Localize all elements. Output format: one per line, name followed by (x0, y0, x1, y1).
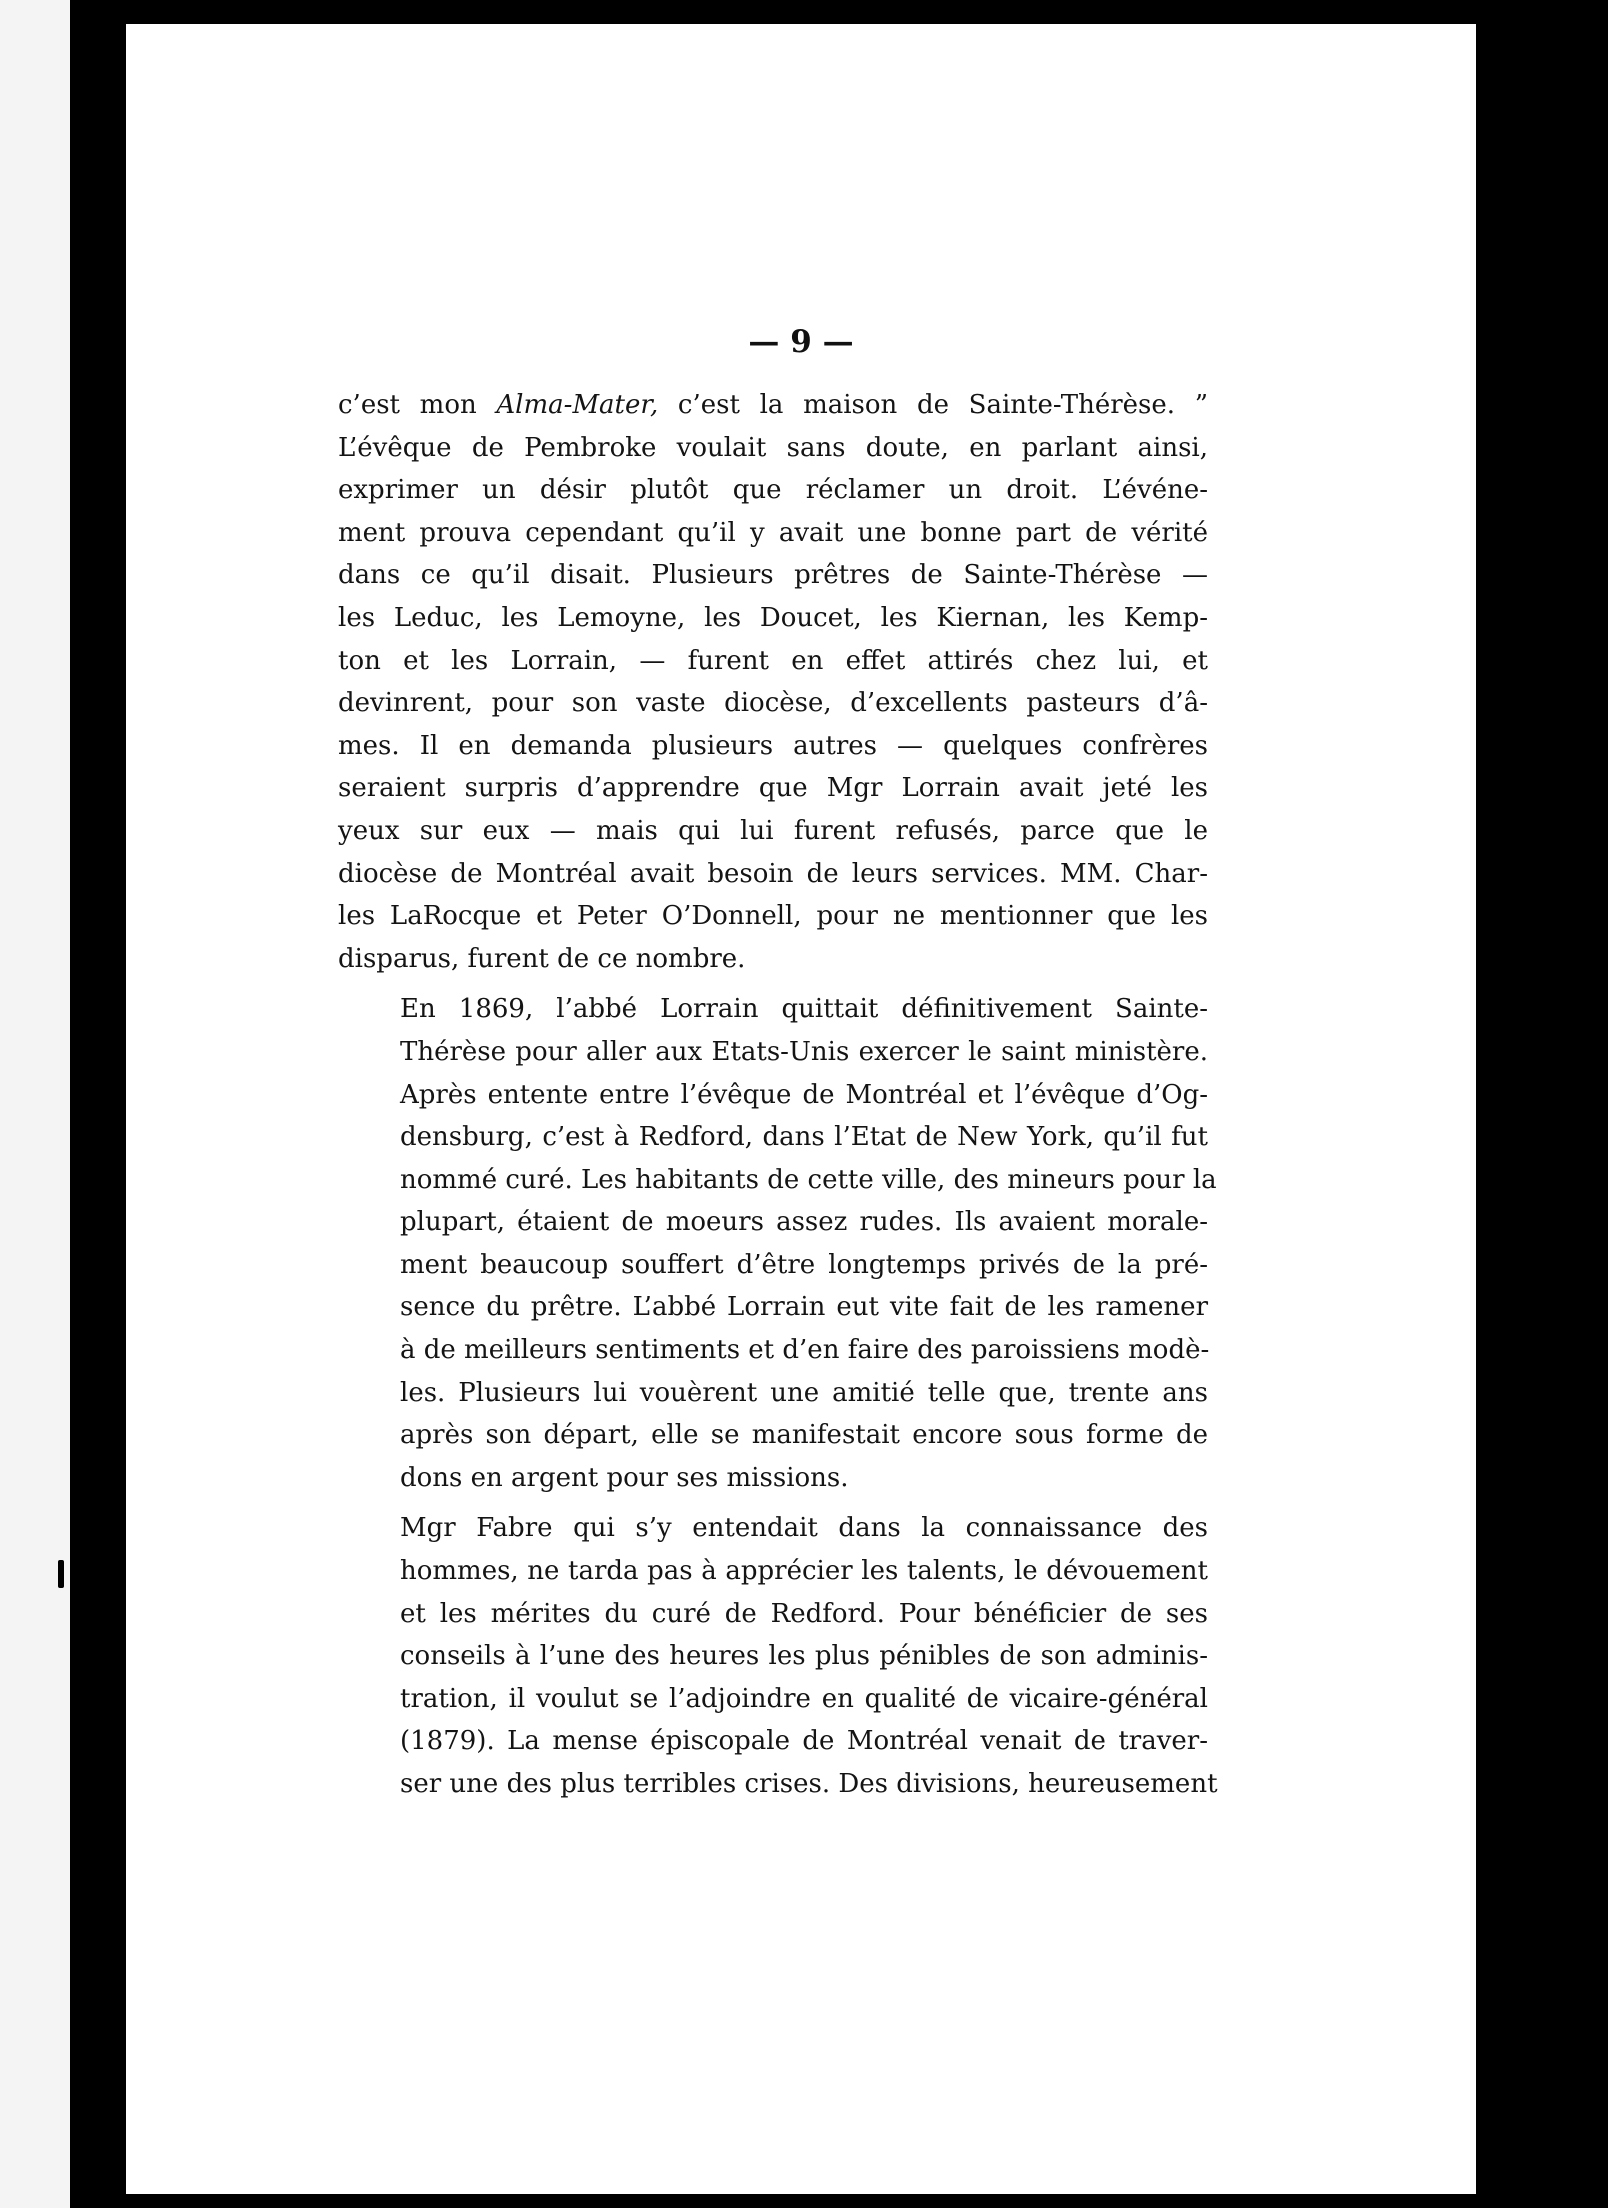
paragraph (338, 1507, 1218, 1805)
text-line (338, 640, 1208, 683)
text-line (338, 469, 1208, 512)
text-line (338, 682, 1208, 725)
text-segment: les LaRocque et Peter O’Donnell, pour ne mentionner que les (338, 901, 1208, 932)
text-segment: Après entente entre l’évêque de Montréal et l’évêque d’Og- (400, 1079, 1208, 1110)
text-line (338, 1507, 1208, 1550)
text-segment: nommé curé. Les habitants de cette ville, des mineurs pour la (400, 1164, 1217, 1195)
text-segment: plupart, étaient de moeurs assez rudes. Ils avaient morale- (400, 1207, 1208, 1238)
text-line (338, 1678, 1208, 1721)
text-segment: c’est mon (338, 390, 497, 420)
text-segment: conseils à l’une des heures les plus pénibles de son adminis- (400, 1641, 1208, 1672)
text-line (338, 895, 1208, 938)
paragraph (338, 988, 1217, 1499)
text-segment: mes. Il en demanda plusieurs autres — quelques confrères (338, 730, 1208, 761)
text-segment: sence du prêtre. L’abbé Lorrain eut vite fait de les ramener (400, 1292, 1208, 1323)
text-segment: densburg, c’est à Redford, dans l’Etat de New York, qu’il fut (400, 1122, 1208, 1153)
text-segment: ton et les Lorrain, — furent en effet attirés chez lui, et (338, 645, 1208, 676)
text-line (338, 1720, 1208, 1763)
text-segment: Mgr Fabre qui s’y entendait dans la connaissance des (400, 1513, 1208, 1544)
text-line (338, 554, 1208, 597)
text-line (338, 384, 1208, 427)
text-line (338, 1074, 1208, 1117)
text-line (338, 1286, 1208, 1329)
adjacent-page-edge (0, 0, 70, 2208)
text-line (338, 1414, 1208, 1457)
text-line (338, 988, 1208, 1031)
text-line (338, 853, 1208, 896)
text-segment: les Leduc, les Lemoyne, les Doucet, les Kiernan, les Kemp- (338, 602, 1208, 633)
text-segment: devinrent, pour son vaste diocèse, d’excellents pasteurs d’â- (338, 688, 1208, 719)
book-page (126, 24, 1476, 2194)
text-line (338, 1635, 1208, 1678)
text-line (338, 938, 1208, 981)
text-segment: dans ce qu’il disait. Plusieurs prêtres de Sainte-Thérèse — (338, 560, 1208, 591)
text-segment: ment beaucoup souffert d’être longtemps privés de la pré- (400, 1249, 1208, 1280)
text-segment: hommes, ne tarda pas à apprécier les talents, le dévouement (400, 1556, 1208, 1587)
text-line (338, 1031, 1208, 1074)
text-line (338, 1763, 1218, 1806)
text-segment: diocèse de Montréal avait besoin de leurs services. MM. Char- (338, 858, 1208, 889)
text-line (338, 1457, 1208, 1500)
text-segment: c’est la maison de Sainte-Thérèse. ” (658, 390, 1208, 420)
paragraph (338, 384, 1208, 980)
text-line (338, 1201, 1208, 1244)
text-segment: dons en argent pour ses missions. (400, 1462, 849, 1493)
text-line (338, 1329, 1208, 1372)
text-segment: yeux sur eux — mais qui lui furent refusés, parce que le (338, 815, 1208, 846)
text-segment: ment prouva cependant qu’il y avait une bonne part de vérité (338, 517, 1208, 548)
text-line (338, 1159, 1217, 1202)
text-segment: ser une des plus terribles crises. Des divisions, heureusement (400, 1769, 1218, 1799)
text-segment: (1879). La mense épiscopale de Montréal venait de traver- (400, 1726, 1208, 1757)
text-line (338, 1116, 1208, 1159)
body-text (338, 384, 1218, 1814)
italic-phrase: Alma-Mater, (496, 390, 659, 420)
text-segment: les. Plusieurs lui vouèrent une amitié telle que, trente ans (400, 1377, 1208, 1408)
text-segment: L’évêque de Pembroke voulait sans doute, en parlant ainsi, (338, 432, 1208, 463)
text-line (338, 512, 1208, 555)
page-number: — 9 — (748, 324, 854, 360)
text-segment: Thérèse pour aller aux Etats-Unis exercer le saint ministère. (400, 1036, 1208, 1067)
text-segment: à de meilleurs sentiments et d’en faire des paroissiens modè- (400, 1335, 1210, 1366)
text-line (338, 725, 1208, 768)
text-line (338, 810, 1208, 853)
text-segment: exprimer un désir plutôt que réclamer un droit. L’événe- (338, 475, 1208, 506)
text-line (338, 1372, 1208, 1415)
text-line (338, 1550, 1208, 1593)
text-line (338, 597, 1208, 640)
text-line (338, 1244, 1208, 1287)
text-line (338, 767, 1208, 810)
text-line (338, 1593, 1208, 1636)
text-segment: En 1869, l’abbé Lorrain quittait définitivement Sainte- (400, 994, 1208, 1025)
text-segment: disparus, furent de ce nombre. (338, 943, 746, 974)
text-segment: tration, il voulut se l’adjoindre en qualité de vicaire-général (400, 1683, 1208, 1714)
text-segment: après son départ, elle se manifestait encore sous forme de (400, 1420, 1208, 1451)
text-segment: seraient surpris d’apprendre que Mgr Lorrain avait jeté les (338, 773, 1208, 804)
text-line (338, 427, 1208, 470)
text-segment: et les mérites du curé de Redford. Pour bénéficier de ses (400, 1598, 1208, 1629)
